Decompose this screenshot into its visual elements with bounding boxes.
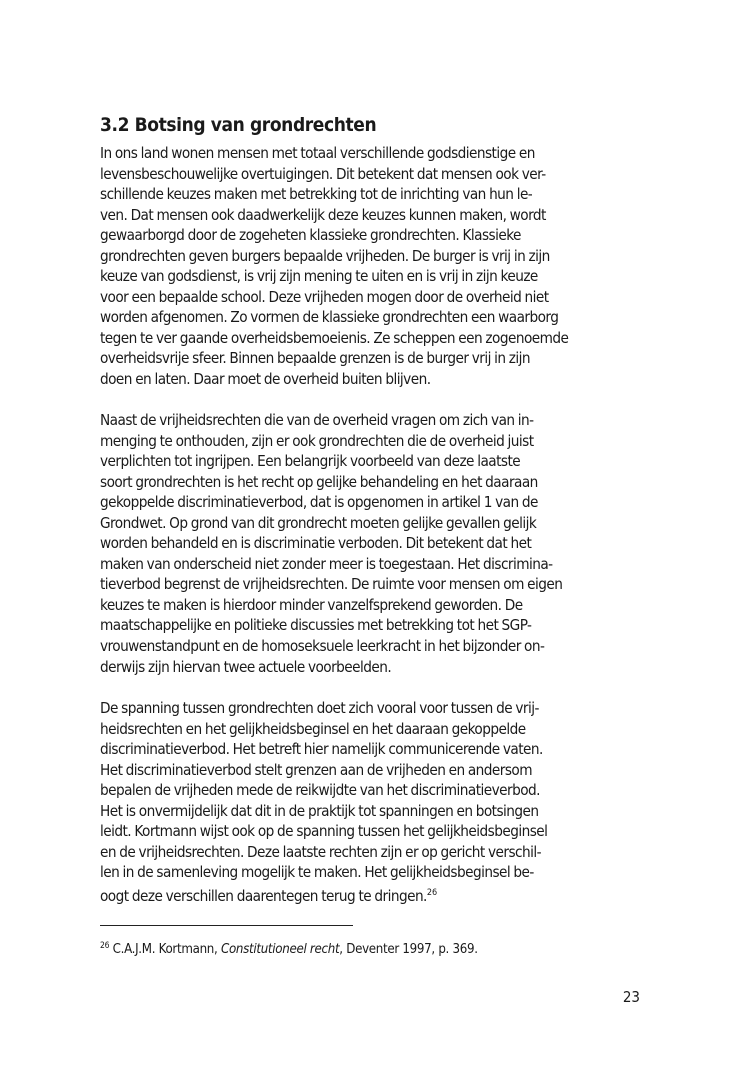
text-line: keuze van godsdienst, is vrij zijn mening te uiten en is vrij in zijn keuze bbox=[100, 267, 538, 286]
footnote-title: Constitutioneel recht bbox=[220, 942, 340, 957]
text-line: Naast de vrijheidsrechten die van de overheid vragen om zich van in- bbox=[100, 411, 534, 429]
text-line: gekoppelde discriminatieverbod, dat is opgenomen in artikel 1 van de bbox=[100, 493, 538, 512]
text-line: voor een bepaalde school. Deze vrijheden mogen door de overheid niet bbox=[100, 287, 549, 306]
footnote-rest: , Deventer 1997, p. 369. bbox=[339, 942, 478, 957]
text-line: In ons land wonen mensen met totaal verschillende godsdienstige en bbox=[100, 144, 535, 162]
text-line: menging te onthouden, zijn er ook grondrechten die de overheid juist bbox=[100, 431, 534, 450]
text-line: maken van onderscheid niet zonder meer is toegestaan. Het discrimina- bbox=[100, 554, 553, 573]
footnote-author: C.A.J.M. Kortmann, bbox=[112, 942, 221, 957]
text-line: len in de samenleving mogelijk te maken. Het gelijkheidsbeginsel be- bbox=[100, 863, 534, 882]
text-line: gewaarborgd door de zogeheten klassieke grondrechten. Klassieke bbox=[100, 226, 521, 245]
text-line: worden behandeld en is discriminatie verboden. Dit betekent dat het bbox=[100, 534, 532, 553]
text-line: leidt. Kortmann wijst ook op de spanning tussen het gelijkheidsbeginsel bbox=[100, 822, 548, 841]
text-line: worden afgenomen. Zo vormen de klassieke grondrechten een waarborg bbox=[100, 308, 559, 327]
text-line: tieverbod begrenst de vrijheidsrechten. De ruimte voor mensen om eigen bbox=[100, 575, 563, 594]
paragraph-3 bbox=[100, 698, 660, 903]
section-heading: 3.2 Botsing van grondrechten bbox=[100, 114, 377, 136]
footnote-number: 26 bbox=[100, 941, 110, 951]
text-line: verplichten tot ingrijpen. Een belangrijk voorbeeld van deze laatste bbox=[100, 452, 521, 471]
footnote bbox=[100, 936, 478, 960]
paragraph-2 bbox=[100, 410, 660, 677]
text-line: schillende keuzes maken met betrekking tot de inrichting van hun le- bbox=[100, 185, 533, 204]
text-line: maatschappelijke en politieke discussies met betrekking tot het SGP- bbox=[100, 616, 532, 635]
text-line: keuzes te maken is hierdoor minder vanzelfsprekend geworden. De bbox=[100, 595, 523, 614]
page-number: 23 bbox=[622, 988, 640, 1006]
text-line: derwijs zijn hiervan twee actuele voorbeelden. bbox=[100, 657, 392, 676]
text-line: en de vrijheidsrechten. Deze laatste rechten zijn er op gericht verschil- bbox=[100, 842, 541, 861]
footnote-divider bbox=[100, 925, 353, 926]
text-line: bepalen de vrijheden mede de reikwijdte van het discriminatieverbod. bbox=[100, 781, 540, 800]
text-line: heidsrechten en het gelijkheidsbeginsel en het daaraan gekoppelde bbox=[100, 719, 526, 738]
text-line: ven. Dat mensen ook daadwerkelijk deze keuzes kunnen maken, wordt bbox=[100, 205, 546, 224]
text-line: Grondwet. Op grond van dit grondrecht moeten gelijke gevallen gelijk bbox=[100, 513, 537, 532]
text-line: vrouwenstandpunt en de homoseksuele leerkracht in het bijzonder on- bbox=[100, 637, 545, 656]
text-line: tegen te ver gaande overheidsbemoeienis. Ze scheppen een zogenoemde bbox=[100, 328, 569, 347]
text-line: Het discriminatieverbod stelt grenzen aan de vrijheden en andersom bbox=[100, 760, 532, 779]
text-line: oogt deze verschillen daarentegen terug te dringen.$^{26}$ bbox=[100, 886, 438, 905]
text-line: grondrechten geven burgers bepaalde vrijheden. De burger is vrij in zijn bbox=[100, 246, 550, 265]
paragraph-1 bbox=[100, 143, 660, 390]
text-line: levensbeschouwelijke overtuigingen. Dit betekent dat mensen ook ver- bbox=[100, 164, 546, 183]
text-line: doen en laten. Daar moet de overheid buiten blijven. bbox=[100, 370, 431, 389]
text-line: soort grondrechten is het recht op gelijke behandeling en het daaraan bbox=[100, 472, 538, 491]
text-line: discriminatieverbod. Het betreft hier namelijk communicerende vaten. bbox=[100, 740, 543, 759]
text-line: Het is onvermijdelijk dat dit in de praktijk tot spanningen en botsingen bbox=[100, 801, 539, 820]
footnote-reference[interactable]: 26 bbox=[426, 887, 438, 898]
text-line: De spanning tussen grondrechten doet zich vooral voor tussen de vrij- bbox=[100, 699, 539, 717]
text-line: overheidsvrije sfeer. Binnen bepaalde grenzen is de burger vrij in zijn bbox=[100, 349, 530, 368]
